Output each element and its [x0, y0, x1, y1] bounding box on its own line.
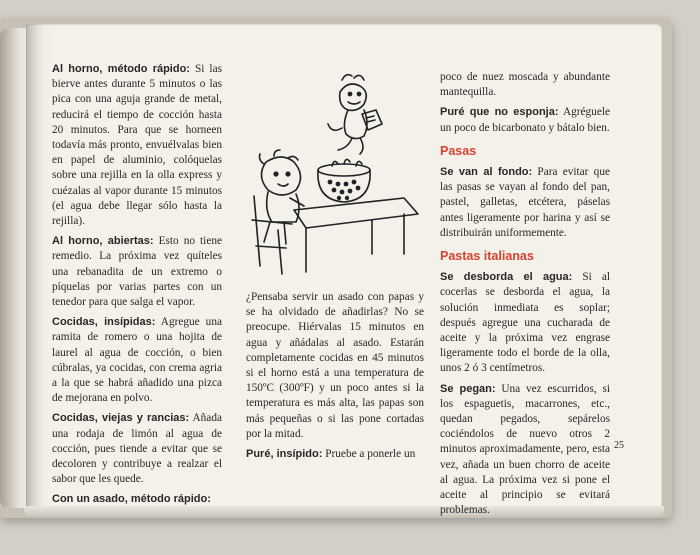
paragraph: Puré que no esponja: Agréguele un poco de bicarbonato y bátalo bien. [440, 106, 610, 134]
page-number: 25 [614, 440, 624, 451]
right-column [440, 70, 610, 523]
paragraph: Puré, insípido: Pruebe a ponerle un [246, 448, 416, 461]
cartoon-illustration [244, 70, 424, 278]
table-legs [306, 214, 404, 272]
paragraph: Se desborda el agua: Si al cocerlas se desborda el agua, la solución inmediata es soplar; después agregue una cucharada de aceite y la próxima vez engrase ligeramente todo el borde de la olla, unos 2 ó 3 centímetros. [440, 271, 610, 375]
paragraph: ¿Pensaba servir un asado con papas y se ha olvidado de añadirlas? No se preocupe. Hiérvalas 15 minutos en agua y añádalas al asado. Estarán completamente cocidas en 45 minutos si el horno está a una temperatura de 150ºC (300ºF) y un poco antes si la temperatura es más alta, las papas son más pequeñas o si las pone cortadas por la mitad. [246, 291, 424, 440]
child-body [267, 192, 299, 222]
chef-head [340, 84, 367, 110]
section-title-pasas: Pasas [440, 143, 477, 158]
table-top [294, 198, 418, 228]
section-title-pastas: Pastas italianas [440, 249, 534, 264]
paragraph: Al horno, abiertas: Esto no tiene remedio. La próxima vez quíteles una rebanadita de un extremo o píquelas por varias partes con un tenedor para que salga el vapor. [52, 235, 223, 309]
paragraph: Se pegan: Una vez escurridos, si los espaguetis, macarrones, etc., quedan pegados, sepárelos cociéndolos de nuevo otros 2 minutos aproximadamente, pero, esta vez, añada un buen chorro de aceite al agua. La próxima vez si pone el aceite al principio se evitará problemas. [440, 382, 610, 517]
middle-column [246, 290, 424, 467]
paragraph: Al horno, método rápido: Si las bierve antes durante 5 minutos o las pica con una aguja grande de metal, reducirá el tiempo de cocción hasta 20 minutos. Para que se horneen todavía más pronto, envuélvalas bien en papel de aluminio, colóquelas sobre una rejilla en la olla express y cuézalas al vapor durante 15 minutos (el agua debe llegar sólo hasta la rejilla). [52, 63, 222, 228]
left-column [52, 62, 222, 513]
paragraph: Se van al fondo: Para evitar que las pasas se vayan al fondo del pan, pastel, galletas, etcétera, páselas antes ligeramente por harina y así se distribuirán uniformemente. [440, 166, 610, 239]
child-head [261, 157, 300, 195]
paragraph: Cocidas, insípidas: Agregue una ramita de romero o una hojita de laurel al agua de cocción, o bien cúbralas, ya cocidas, con crema agria a la que se habrá añadido una pizca de mejorana en polvo. [52, 316, 222, 405]
chair [252, 196, 292, 274]
paragraph: Cocidas, viejas y rancias: Añada una rodaja de limón al agua de cocción, pues tiende a evitar que se decoloren y contribuye a realzar el sabor que les quede. [52, 412, 222, 486]
paragraph: Con un asado, método rápido: [52, 493, 211, 506]
paragraph: poco de nuez moscada y abundante mantequilla. [440, 71, 610, 99]
